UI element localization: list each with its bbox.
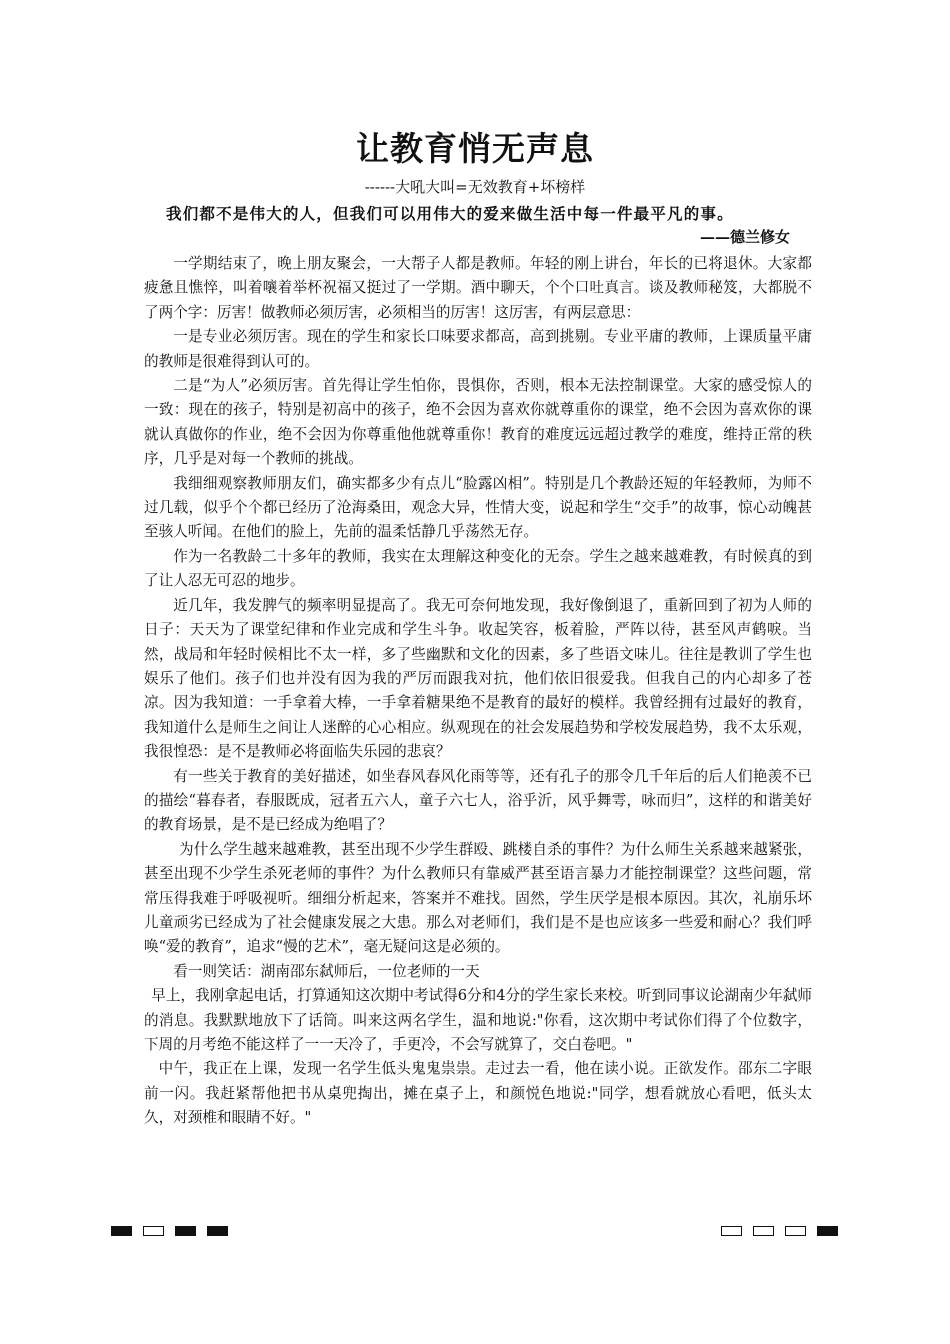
epigraph-author: ——德兰修女 — [699, 228, 790, 246]
paragraph: 有一些关于教育的美好描述，如坐春风春风化雨等等，还有孔子的那令几千年后的后人们艳羡不已的描绘“暮春者，春服既成，冠者五六人，童子六七人，浴乎沂，风乎舞雩，咏而归”，这样的和谐美好的教育场景，是不是已经成为绝唱了？ — [144, 767, 812, 834]
page-title: 让教育悄无声息 — [356, 129, 594, 168]
filled-square-icon — [111, 1226, 132, 1236]
paragraph: 近几年，我发脾气的频率明显提高了。我无可奈何地发现，我好像倒退了，重新回到了初为人师的日子：天天为了课堂纪律和作业完成和学生斗争。收起笑容，板着脸，严阵以待，甚至风声鹤唳。当然，战局和年轻时候相比不太一样，多了些幽默和文化的因素，多了些语文味儿。往往是教训了学生也娱乐了他们。孩子们也并没有因为我的严厉而跟我对抗，他们依旧很爱我。但我自己的内心却多了苍凉。因为我知道：一手拿着大棒，一手拿着糖果绝不是教育的最好的模样。我曾经拥有过最好的教育，我知道什么是师生之间让人迷醉的心心相应。纵观现在的社会发展趋势和学校发展趋势，我不太乐观，我很惶恐：是不是教师必将面临失乐园的悲哀？ — [144, 596, 812, 761]
paragraph: 中午，我正在上课，发现一名学生低头鬼鬼祟祟。走过去一看，他在读小说。正欲发作。邵东二字眼前一闪。我赶紧帮他把书从桌兜掏出，摊在桌子上，和颜悦色地说:"同学，想看就放心看吧，低头太久，对颈椎和眼睛不好。" — [144, 1060, 812, 1127]
paragraph: 看一则笑话：湖南邵东弑师后，一位老师的一天 — [173, 962, 480, 980]
empty-square-icon — [721, 1226, 742, 1236]
footer-decoration-left — [111, 1226, 228, 1236]
subtitle: ------大吼大叫=无效教育+坏榜样 — [364, 178, 586, 196]
empty-square-icon — [753, 1226, 774, 1236]
footer-decoration-right — [721, 1226, 838, 1236]
filled-square-icon — [817, 1226, 838, 1236]
filled-square-icon — [175, 1226, 196, 1236]
filled-square-icon — [207, 1226, 228, 1236]
article-body — [144, 252, 812, 1131]
paragraph: 我细细观察教师朋友们，确实都多少有点儿“脸露凶相”。特别是几个教龄还短的年轻教师，为师不过几载，似乎个个都已经历了沧海桑田，观念大异，性情大变，说起和学生“交手”的故事，惊心动魄甚至骇人听闻。在他们的脸上，先前的温柔恬静几乎荡然无存。 — [144, 474, 812, 541]
paragraph: 早上，我刚拿起电话，打算通知这次期中考试得6分和4分的学生家长来校。听到同事议论湖南少年弑师的消息。我默默地放下了话筒。叫来这两名学生，温和地说:"你看，这次期中考试你们得了个位数字，下周的月考绝不能这样了一一天冷了，手更冷，不会写就算了，交白卷吧。" — [144, 987, 812, 1053]
paragraph: 为什么学生越来越难教，甚至出现不少学生群殴、跳楼自杀的事件？为什么师生关系越来越紧张，甚至出现不少学生杀死老师的事件？为什么教师只有靠威严甚至语言暴力才能控制课堂？这些问题，常常压得我难于呼吸视听。细细分析起来，答案并不难找。固然，学生厌学是根本原因。其次，礼崩乐坏儿童顽劣已经成为了社会健康发展之大患。那么对老师们，我们是不是也应该多一些爱和耐心？我们呼唤“爱的教育”，追求“慢的艺术”，毫无疑问这是必须的。 — [144, 840, 812, 956]
empty-square-icon — [143, 1226, 164, 1236]
epigraph-quote: 我们都不是伟大的人，但我们可以用伟大的爱来做生活中每一件最平凡的事。 — [166, 204, 734, 223]
paragraph: 二是“为人”必须厉害。首先得让学生怕你，畏惧你，否则，根本无法控制课堂。大家的感受惊人的一致：现在的孩子，特别是初高中的孩子，绝不会因为喜欢你就尊重你的课堂，绝不会因为喜欢你的课就认真做你的作业，绝不会因为你尊重他他就尊重你！教育的难度远远超过教学的难度，维持正常的秩序，几乎是对每一个教师的挑战。 — [144, 377, 812, 468]
empty-square-icon — [785, 1226, 806, 1236]
paragraph: 作为一名教龄二十多年的教师，我实在太理解这种变化的无奈。学生之越来越难教，有时候真的到了让人忍无可忍的地步。 — [144, 547, 812, 590]
paragraph: 一学期结束了，晚上朋友聚会，一大帮子人都是教师。年轻的刚上讲台，年长的已将退休。大家都疲惫且憔悴，叫着嚷着举杯祝福又挺过了一学期。酒中聊天，个个口吐真言。谈及教师秘笈，大都脱不了两个字：厉害！做教师必须厉害，必须相当的厉害！这厉害，有两层意思： — [144, 255, 812, 321]
paragraph: 一是专业必须厉害。现在的学生和家长口味要求都高，高到挑剔。专业平庸的教师，上课质量平庸的教师是很难得到认可的。 — [144, 328, 812, 370]
